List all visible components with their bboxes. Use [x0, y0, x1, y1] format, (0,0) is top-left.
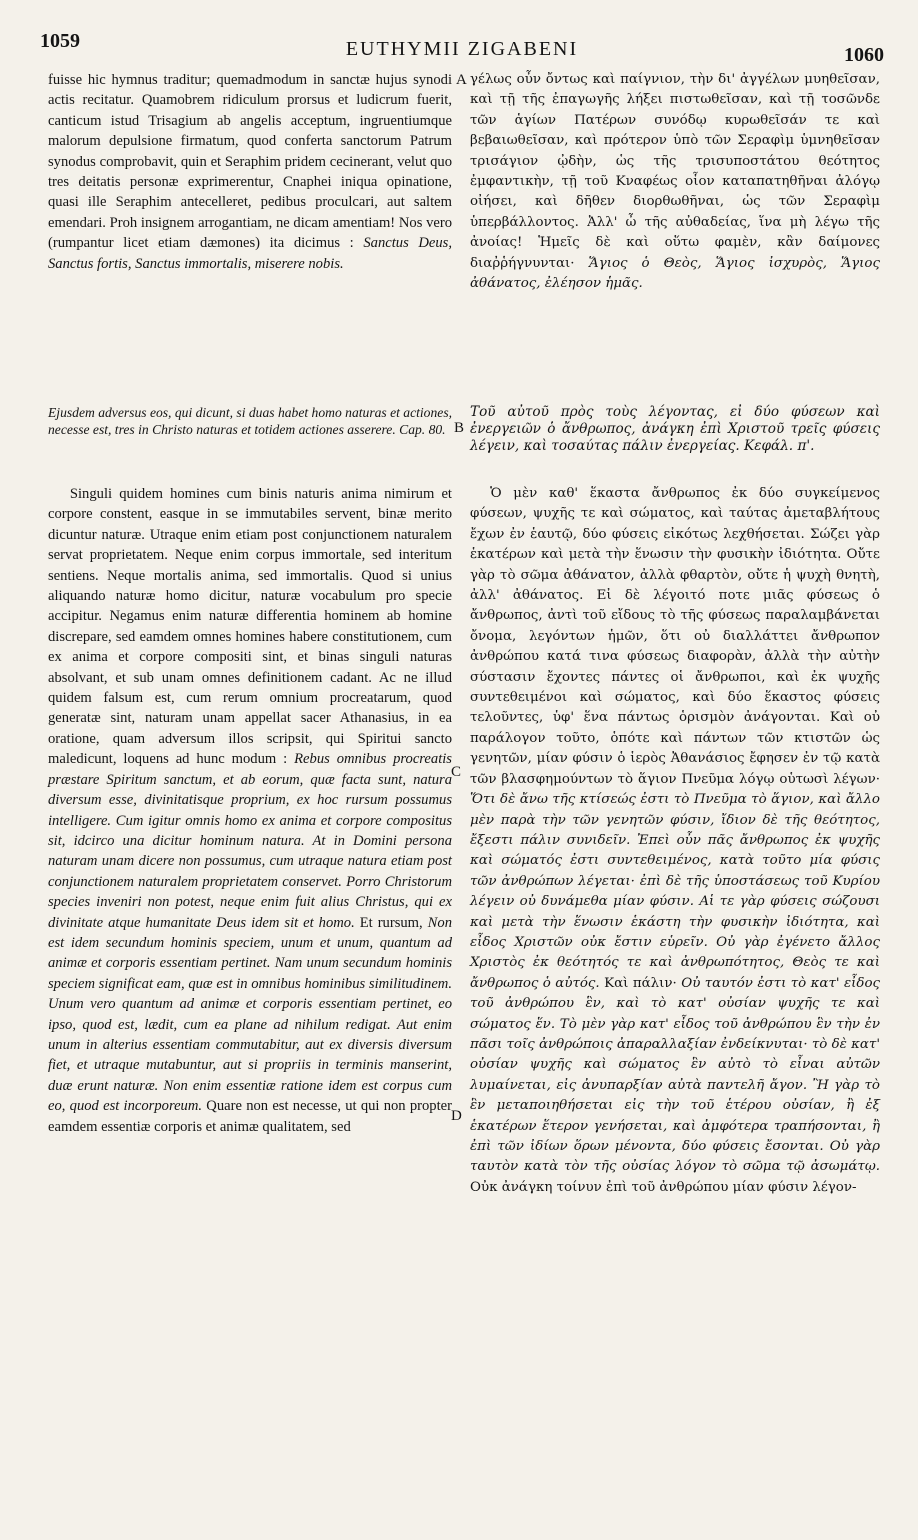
greek-top-text: γέλως οὖν ὄντως καὶ παίγνιον, τὴν δι' ἀγγέλων μυηθεῖσαν, καὶ τῇ τῆς ἐπαγωγῆς λήξει πιστωθεῖσαν, καὶ τῇ τοσῶνδε τῶν ἁγίων Πατέρων συνόδῳ κυρωθεῖσάν τε καὶ βεβαιωθεῖσαν, καὶ πρότερον ὑπὸ τῶν Σεραφὶμ ὑμνηθεῖσαν τρισάγιον ᾠδὴν, ὡς τῆς τρισυποστάτου θεότητος ἐμφαντικὴν, τῇ τοῦ Κναφέως οἷον καταπατηθῆναι ἀλόγῳ οἰήσει, καὶ δῆθεν διορθωθῆναι, ὡς τῶν Σεραφὶμ ὑπερβάλλοντος. Ἀλλ' ὦ τῆς αὐθαδείας, ἵνα μὴ λέγω τῆς ἀνοίας! Ἡμεῖς δὲ καὶ οὕτω φαμὲν, κἂν δαίμονες διαῤῥήγνυνται· — [470, 72, 880, 271]
latin-quotation: Rebus omnibus procreatis præstare Spiritum sanctum, et ab eorum, quæ facta sunt, natura diversum esse, divinitatisque proprium, ex hoc rursum possumus intelligere. Cum igitur omnis homo ex anima et corpore compositus sit, idcirco una dicitur hominum natura. At in Domini persona naturam unam dicere non possumus, cum utraque natura etiam post conjunctionem naturalem proprietatem conservet. Porro Christorum species inveniri non potest, neque enim fuit alius Christus, qui ex divinitate atque humanitate Deus idem sit et homo. — [48, 751, 452, 931]
running-header — [36, 26, 888, 66]
greek-quotation-2: Οὐ ταυτόν ἐστι τὸ κατ' εἶδος τοῦ ἀνθρώπου ἓν, καὶ τὸ κατ' οὐσίαν ψυχῆς τε καὶ σώματος ἕν. Τὸ μὲν γὰρ κατ' εἶδος τοῦ ἀνθρώπου ἓν τὴν ἐν πᾶσι τοῖς ἀνθρώποις ἀπαραλλαξίαν ἐνδείκνυται· τὸ δὲ κατ' οὐσίαν ψυχῆς καὶ σώματος ἓν αὐτὸ τὸ εἶναι αὐτῶν λυμαίνεται, εἰς ἀνυπαρξίαν αὐτὰ παντελῆ ἄγον. Ἢ γὰρ τὸ ἓν μεταποιηθήσεται εἰς τὴν τοῦ ἑτέρου οὐσίαν, ἢ ἐξ ἑκατέρων ἕτερον γενήσεται, καὶ ἀμφότερα τραπήσονται, ἢ ἐπὶ τῶν ἰδίων ὅρων μένοντα, δύο φύσεις ἔσονται. Οὐ γὰρ ταυτὸν κατὰ τὸν τῆς οὐσίας λόγον τὸ σῶμα τῷ ἀσωμάτῳ. — [470, 975, 881, 1175]
margin-letter-b: B — [454, 420, 465, 436]
margin-letter-d: D — [451, 1108, 462, 1124]
margin-letter-a: A — [456, 72, 467, 88]
greek-body-text: Ὁ μὲν καθ' ἕκαστα ἄνθρωπος ἐκ δύο συγκείμενος φύσεων, ψυχῆς τε καὶ σώματος, καὶ ταύτας ἀμεταβλήτους ἔχων ἐν ἑαυτῷ, δύο φύσεις εἰκότως λεχθήσεται. Σώζει γὰρ ἑκατέρων καὶ μετὰ τὴν ἕνωσιν τὴν φυσικὴν ἰδιότητα. Οὔτε γὰρ τὸ σῶμα ἀθάνατον, ἀλλὰ φθαρτὸν, οὔτε ἡ ψυχὴ θνητὴ, ἀλλ' ἀθάνατος. Εἰ δὲ λέγοιτό ποτε μιᾶς φύσεως ὁ ἄνθρωπος, ἀντὶ τοῦ εἴδους τὸ τῆς φύσεως παραλαμβάνεται ὄνομα, λεγόντων ἡμῶν, ὅτι οὐ διαλλάττει ἄνθρωπον ἀνθρώπου κατά τινα φύσεως διαφορὰν, ἀλλὰ τὴν αὐτὴν σύστασιν ἔχοντες πάντες οἱ ἄνθρωποι, καὶ ἐκ ψυχῆς συντεθειμένοι καὶ σώματος, καὶ δύο ἕκαστος φύσεις τελοῦντες, ὑφ' ἕνα πάντως ὁρισμὸν ἀνάγονται. Καὶ οὐ παράλογον τοῦτο, ὁπότε καὶ πάντων τῶν κτιστῶν ὡς γενητῶν, μίαν φύσιν ὁ ἱερὸς Ἀθανάσιος ἔφησεν ἐν τῷ κατὰ τῶν βλασφημούντων τὸ ἅγιον Πνεῦμα λόγῳ οὑτωσὶ λέγων· — [470, 486, 880, 787]
latin-trisagion: Sanctus Deus, Sanctus fortis, Sanctus immortalis, miserere nobis. — [48, 235, 452, 272]
running-title: EUTHYMII ZIGABENI — [345, 38, 579, 60]
latin-chapter-heading: Ejusdem adversus eos, qui dicunt, si duas habet homo naturas et actiones, necesse est, tres in Christo naturas et totidem actiones asserere. Cap. 80. — [48, 405, 453, 437]
latin-body-text: Singuli quidem homines cum binis naturis anima nimirum et corpore constent, easque in se immutabiles servent, binæ merito dicuntur naturæ. Utraque enim etiam post conjunctionem naturalem servat proprietatem. Neque enim corpus immortale, sed interitum sentiens. Neque mortalis anima, sed immortalis. Quod si unius aliquando naturæ homo dicitur, naturæ vocabulum pro specie accipitur. Negamus enim naturæ differentia hominem ab homine discrepare, sed eamdem omnes homines habere constitutionem, cum ex anima et corpore compositi sint, et binas singuli naturas absolvant, et sub unam omnes definitionem cadant. Ac ne illud quidem falsum est, cum rerum omnium procreatarum, quod generatæ sint, naturam unam appellat sacer Athanasius, in ea oratione, quam adversum illos scripsit, qui Spiritui sancto maledicunt, loquens ad hunc modum : — [48, 486, 452, 768]
page-number-left: 1059 — [40, 30, 80, 52]
latin-quotation-2: Non est idem secundum hominis speciem, unum et unum, quantum ad animæ et corporis essentiam pertinet. Nam unum secundum hominis speciem significat eam, quæ est in omnibus hominibus similitudinem. Unum vero quantum ad animæ et corporis essentiam pertinet, eo ipso, quod est, lædit, cum ea plane ad nihilum redigat. Aut enim unum in alterius essentiam commutabitur, aut ex diversis diversum fiet, et utraque mutabuntur, aut si propriis in terminis manserint, duæ erunt naturæ. Non enim essentiæ ratione idem est corpus cum eo, quod est incorporeum. — [48, 914, 452, 1115]
greek-connector: Καὶ πάλιν· — [604, 975, 677, 991]
page-number-right: 1060 — [844, 44, 884, 66]
greek-body — [470, 484, 880, 1198]
margin-letter-c: C — [451, 764, 462, 780]
latin-top-text: fuisse hic hymnus traditur; quemadmodum in sanctæ hujus synodi actis recitatur. Quamobrem ridiculum prorsus et ludicrum fuerit, canticum istud Trisagium ab angelis acceptum, ingruentiumque malorum depulsione firmatum, quod conferta sanctorum Patrum synodus comprobavit, quin et Seraphim pridem cecinerant, velut quo tres deitatis personæ exprimerentur, Cnaphei iniqua opinatione, quasi ille Seraphim antecelleret, pedibus proculcari, aut saltem emendari. Proh insignem arrogantiam, ne dicam amentiam! Nos vero (rumpantur licet etiam dæmones) ita dicimus : — [48, 72, 452, 252]
latin-body-end: Quare non est necesse, ut qui non propter eamdem essentiæ corporis et animæ qualitatem, sed — [48, 1098, 452, 1135]
latin-connector: Et rursum, — [359, 914, 423, 931]
latin-body — [48, 484, 452, 1137]
greek-top-section — [470, 70, 880, 294]
greek-trisagion: Ἅγιος ὁ Θεὸς, Ἅγιος ἰσχυρὸς, Ἅγιος ἀθάνατος, ἐλέησον ἡμᾶς. — [470, 255, 880, 292]
greek-chapter-heading: Τοῦ αὐτοῦ πρὸς τοὺς λέγοντας, εἰ δύο φύσεων καὶ ἐνεργειῶν ὁ ἄνθρωπος, ἀνάγκη ἐπὶ Χριστοῦ τρεῖς φύσεις λέγειν, καὶ τοσαύτας πάλιν ἐνεργείας. Κεφάλ. π'. — [470, 404, 880, 454]
latin-top-section — [48, 70, 452, 274]
greek-body-end: Οὐκ ἀνάγκη τοίνυν ἐπὶ τοῦ ἀνθρώπου μίαν φύσιν λέγον- — [470, 1179, 857, 1195]
greek-quotation: Ὅτι δὲ ἄνω τῆς κτίσεώς ἐστι τὸ Πνεῦμα τὸ ἅγιον, καὶ ἄλλο μὲν παρὰ τὴν τῶν γενητῶν φύσιν, ἴδιον δὲ τῆς θεότητος, ἔξεστι πάλιν συνιδεῖν. Ἐπεὶ οὖν πᾶς ἄνθρωπος ἐκ ψυχῆς καὶ σώματός ἐστι συντεθειμένος, κατὰ τοῦτο μία φύσις τῶν ἀνθρώπων λέγεται· ἐπὶ δὲ τῆς ὑποστάσεως τοῦ Κυρίου λέγειν οὐ δυνάμεθα μίαν φύσιν. Αἱ τε γὰρ φύσεις σώζουσι καὶ μετὰ τὴν ἕνωσιν ἑκάστη τὴν φυσικὴν ἰδιότητα, καὶ εἶδος Χριστῶν οὐκ ἔστιν εὑρεῖν. Οὐ γὰρ ἐγένετο ἄλλος Χριστὸς ἐκ θεότητός τε καὶ ἀνθρωπότητος, Θεὸς τε καὶ ἄνθρωπος ὁ αὐτός. — [470, 792, 880, 991]
